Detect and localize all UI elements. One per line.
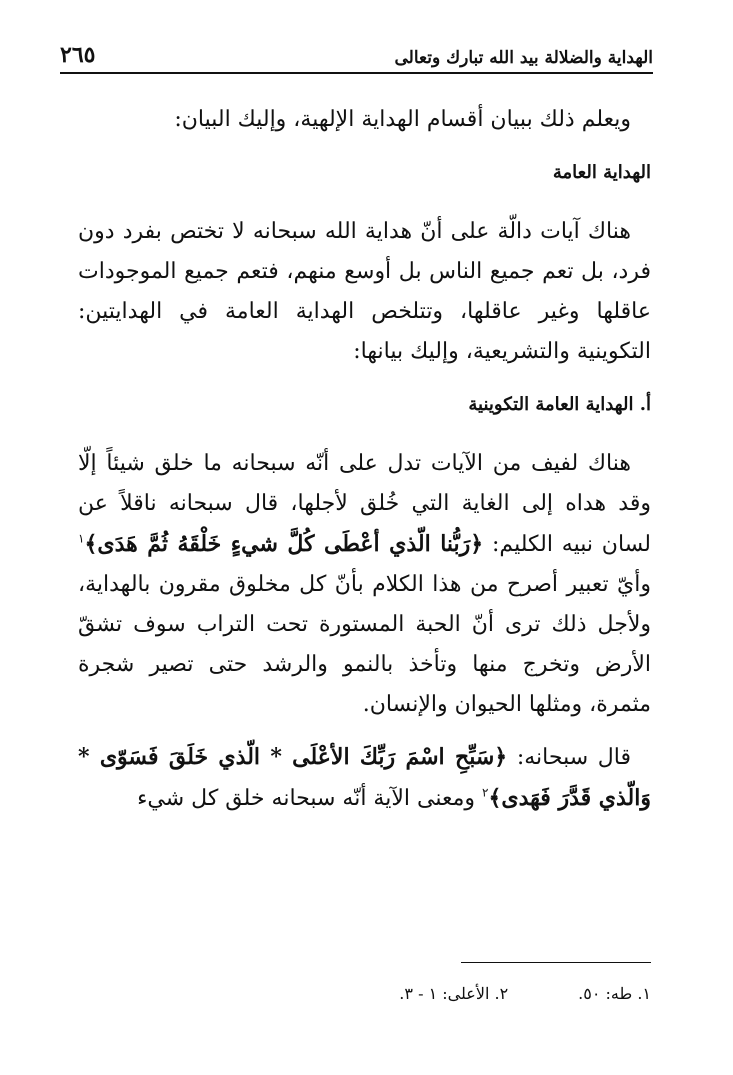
- footnote-marker: ١: [78, 531, 85, 546]
- footnote-1: ١. طه: ٥٠.: [578, 984, 651, 1003]
- page-number: ٢٦٥: [60, 42, 96, 68]
- footnotes: [300, 984, 651, 1003]
- intro-paragraph: ويعلم ذلك ببيان أقسام الهداية الإلهية، وإليك البيان:: [174, 107, 631, 132]
- footnote-marker: ٢: [482, 785, 489, 800]
- footnote-divider: [461, 962, 651, 963]
- paragraph-text: ومعنى الآية أنّه سبحانه خلق كل شيء: [137, 786, 476, 811]
- footnote-2: ٢. الأعلى: ١ - ٣.: [399, 984, 509, 1003]
- verse-paragraph: [78, 737, 651, 819]
- quran-verse: ﴿رَبُّنا الّذي أعْطَى كُلَّ شيءٍ خَلْقَهُ ثُمَّ هَدَى﴾: [84, 531, 484, 557]
- section-heading-general: الهداية العامة: [552, 162, 651, 183]
- quran-verse: ﴿سَبِّحِ اسْمَ رَبِّكَ الأعْلَى * الّذي خَلَقَ فَسَوّى * وَالّذي قَدَّرَ فَهَدى﴾: [78, 744, 651, 811]
- running-title: الهداية والضلالة بيد الله تبارك وتعالى: [394, 48, 653, 68]
- page-header: [60, 28, 653, 74]
- paragraph-text: هناك لفيف من الآيات تدل على أنّه سبحانه ما خلق شيئاً إلّا وقد هداه إلى الغاية التي خُلق لأجلها، قال سبحانه ناقلاً عن لسان نبيه الكليم:: [78, 451, 651, 557]
- general-guidance-paragraph: هناك آيات دالّة على أنّ هداية الله سبحانه لا تختص بفرد دون فرد، بل تعم جميع الناس بل أوسع منهم، فتعم جميع الموجودات عاقلها وغير عاقلها، وتتلخص الهداية العامة في الهدايتين: التكوينية والتشريعية، وإليك بيانها:: [78, 219, 651, 364]
- section-heading-creational: أ. الهداية العامة التكوينية: [468, 394, 651, 415]
- paragraph-text: وأيّ تعبير أصرح من هذا الكلام بأنّ كل مخلوق مقرون بالهداية، ولأجل ذلك ترى أنّ الحبة المستورة تحت التراب سوف تشقّ الأرض وتخرج منها وتأخذ بالنمو والرشد حتى تصير شجرة مثمرة، ومثلها الحيوان والإنسان.: [78, 572, 651, 717]
- creational-guidance-paragraph: [78, 444, 651, 725]
- paragraph-text: قال سبحانه:: [516, 745, 631, 770]
- page-body: [78, 100, 651, 827]
